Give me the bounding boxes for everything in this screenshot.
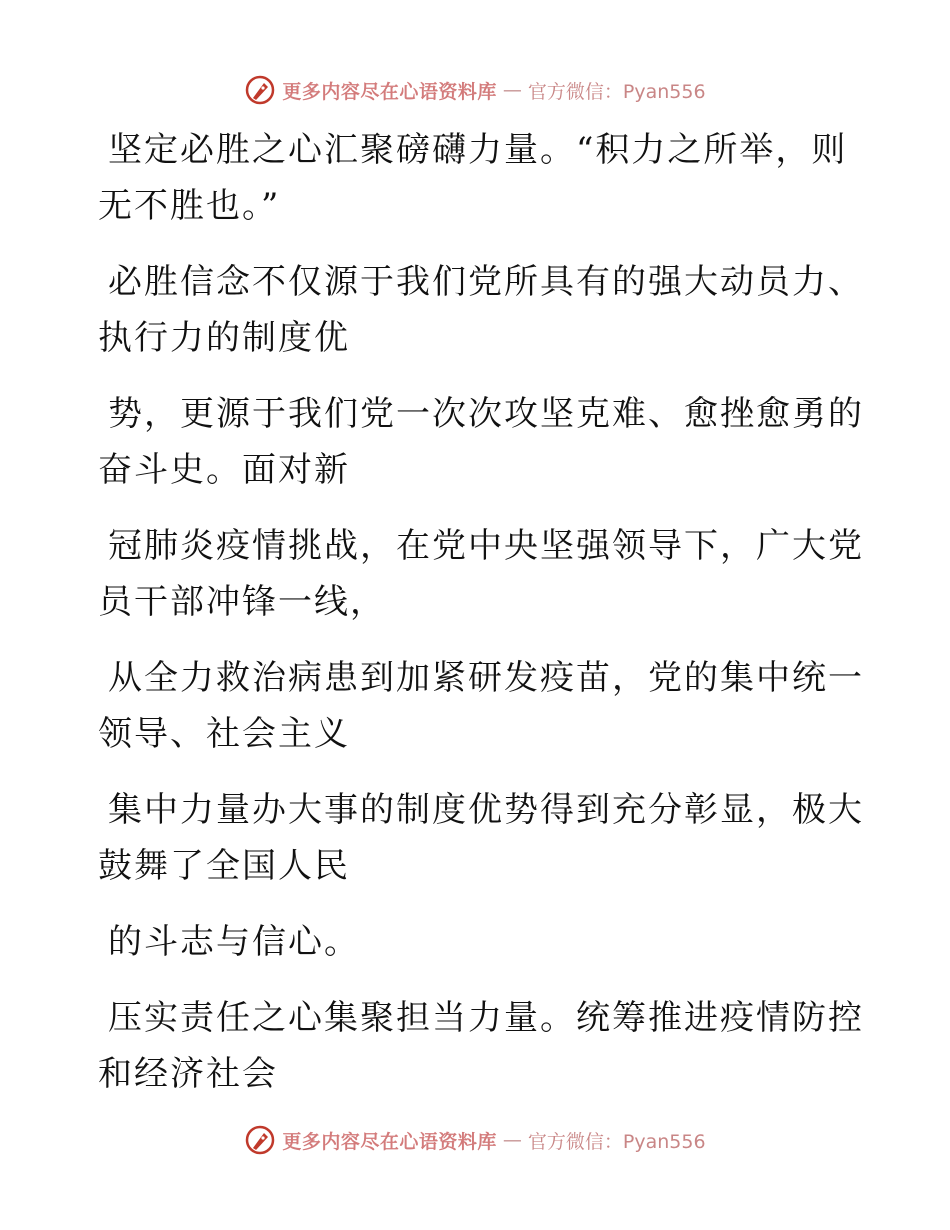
paragraph-line: 的斗志与信心。	[108, 922, 360, 962]
pen-nib-logo-icon	[244, 74, 276, 106]
watermark-separator: —	[502, 1129, 522, 1151]
paragraph	[98, 914, 838, 970]
watermark-wechat-text: 官方微信：Pyan556	[527, 80, 706, 103]
paragraph-line: 从全力救治病患到加紧研发疫苗，党的集中统一	[108, 658, 864, 698]
paragraph-line: 集中力量办大事的制度优势得到充分彰显，极大	[108, 790, 864, 830]
paragraph-line: 领导、社会主义	[98, 714, 350, 754]
watermark-separator: —	[502, 79, 522, 101]
paragraph	[98, 122, 848, 234]
paragraph-line: 鼓舞了全国人民	[98, 846, 350, 886]
paragraph-line: 奋斗史。面对新	[98, 450, 350, 490]
paragraph	[98, 990, 864, 1102]
watermark-site-text: 更多内容尽在心语资料库	[282, 80, 497, 103]
footer-watermark	[0, 1120, 950, 1160]
paragraph-line: 势，更源于我们党一次次攻坚克难、愈挫愈勇的	[108, 394, 864, 434]
paragraph-line: 必胜信念不仅源于我们党所具有的强大动员力、	[108, 262, 864, 302]
watermark-wechat-text: 官方微信：Pyan556	[527, 1130, 706, 1153]
document-body	[98, 122, 864, 1122]
paragraph	[98, 254, 864, 366]
paragraph	[98, 518, 864, 630]
paragraph-line: 无不胜也。”	[98, 186, 281, 226]
paragraph	[98, 386, 864, 498]
pen-nib-logo-icon	[244, 1124, 276, 1156]
paragraph	[98, 650, 864, 762]
paragraph-line: 冠肺炎疫情挑战，在党中央坚强领导下，广大党	[108, 526, 864, 566]
paragraph-line: 员干部冲锋一线，	[98, 582, 386, 622]
paragraph-line: 和经济社会	[98, 1054, 278, 1094]
header-watermark	[0, 70, 950, 110]
paragraph	[98, 782, 864, 894]
paragraph-line: 坚定必胜之心汇聚磅礴力量。“积力之所举，则	[108, 130, 848, 170]
paragraph-line: 执行力的制度优	[98, 318, 350, 358]
paragraph-line: 压实责任之心集聚担当力量。统筹推进疫情防控	[108, 998, 864, 1038]
watermark-site-text: 更多内容尽在心语资料库	[282, 1130, 497, 1153]
